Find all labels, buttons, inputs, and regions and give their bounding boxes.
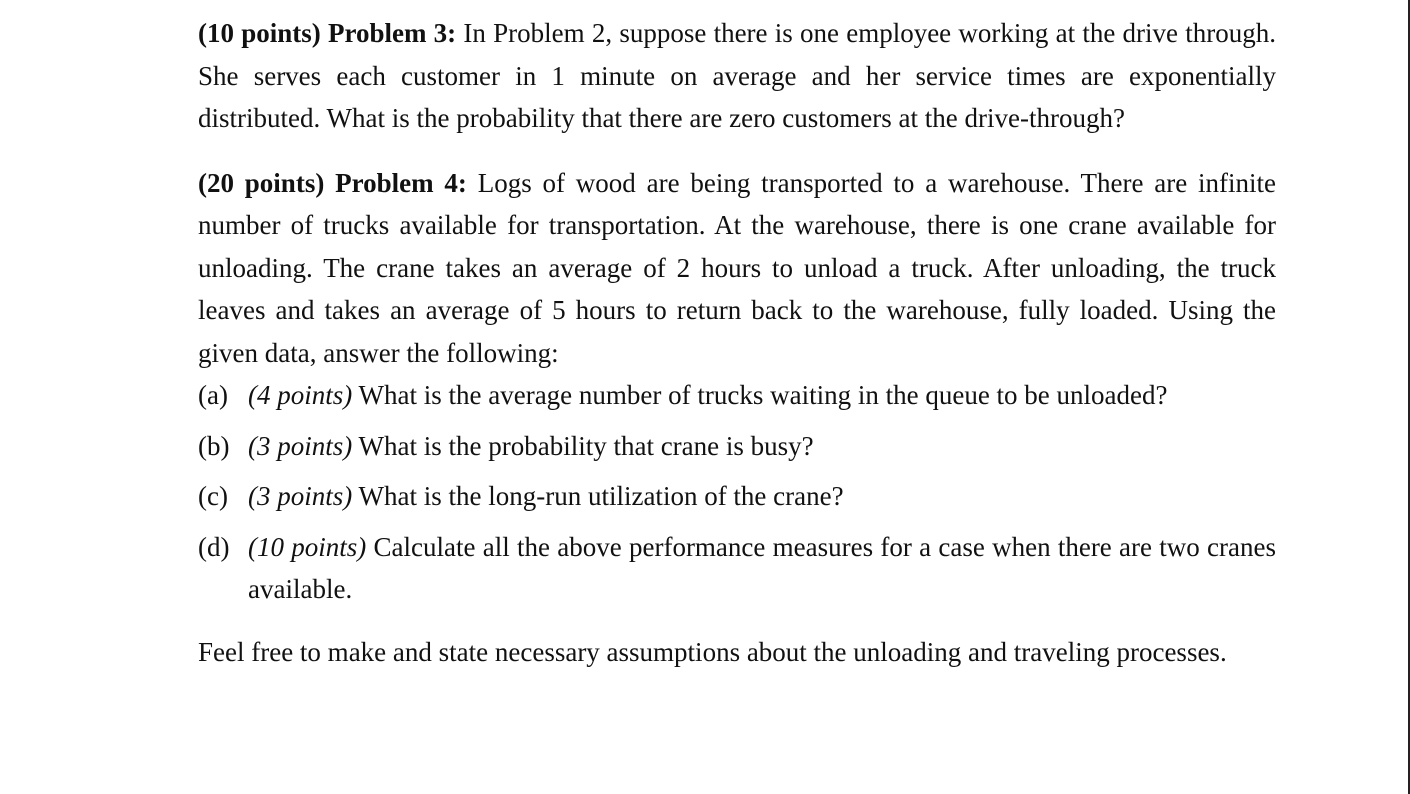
part-label: (b) <box>198 430 230 461</box>
problem-3-text: In Problem 2, suppose there is one employee working at the drive through. She serves each customer in 1 minute on average and her service times are exponentially distributed. What is the probability that there are zero customers at the drive-through? <box>198 18 1276 133</box>
problem-4-part-b <box>198 425 1276 468</box>
problem-4-paragraph <box>198 162 1276 375</box>
part-label: (a) <box>198 380 228 410</box>
problem-4-part-c <box>198 475 1276 518</box>
part-points: (3 points) <box>248 430 353 461</box>
part-points: (3 points) <box>248 481 353 511</box>
part-label: (c) <box>198 481 228 511</box>
part-text: What is the long-run utilization of the crane? <box>358 481 844 511</box>
part-text: What is the average number of trucks waiting in the queue to be unloaded? <box>358 380 1168 410</box>
problem-4-part-d <box>198 526 1276 611</box>
part-points: (10 points) <box>248 531 367 562</box>
problem-4-part-a <box>198 374 1276 417</box>
problem-3-paragraph <box>198 12 1276 140</box>
problem-3-header: (10 points) Problem 3: <box>198 18 457 48</box>
problem-4-text: Logs of wood are being transported to a warehouse. There are infinite number of trucks available for transportation. At the warehouse, there is one crane available for unloading. The crane takes an average of 2 hours to unload a truck. After unloading, the truck leaves and takes an average of 5 hours to return back to the warehouse, fully loaded. Using the given data, answer the following: <box>198 167 1276 368</box>
problem-4-header: (20 points) Problem 4: <box>198 167 467 198</box>
part-points: (4 points) <box>248 380 353 410</box>
part-text: What is the probability that crane is busy? <box>358 430 814 461</box>
problem-4-parts-list <box>198 374 1276 611</box>
part-text: Calculate all the above performance measures for a case when there are two cranes available. <box>248 531 1276 604</box>
document-body <box>198 12 1276 673</box>
part-label: (d) <box>198 531 230 562</box>
closing-paragraph: Feel free to make and state necessary assumptions about the unloading and traveling processes. <box>198 636 1227 667</box>
